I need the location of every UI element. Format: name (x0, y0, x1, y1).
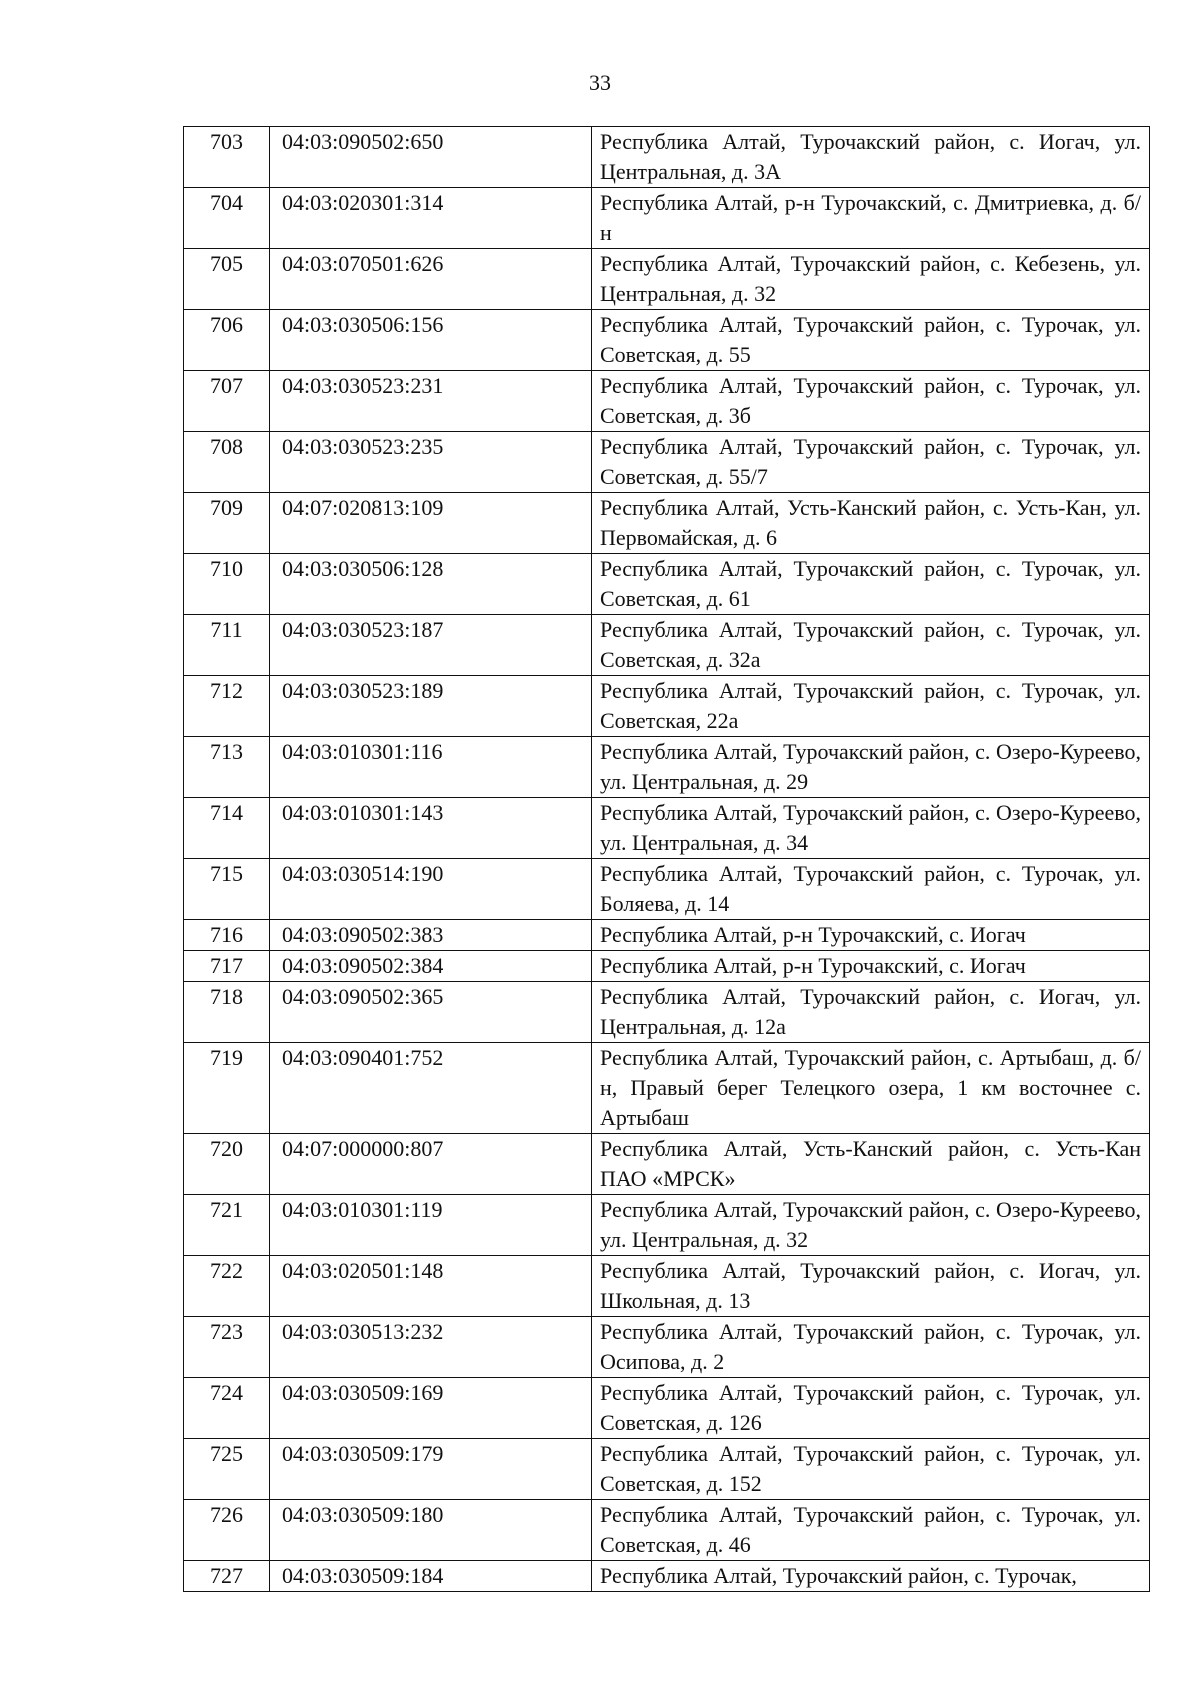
page-number: 33 (589, 70, 611, 95)
row-number: 723 (184, 1317, 270, 1378)
address: Республика Алтай, р-н Турочакский, с. Иогач (592, 920, 1150, 951)
row-number: 727 (184, 1561, 270, 1592)
table-row (184, 951, 1150, 982)
address: Республика Алтай, Турочакский район, с. Турочак, ул. Советская, д. 61 (592, 554, 1150, 615)
cadastral-number: 04:03:010301:143 (270, 798, 592, 859)
cadastral-number: 04:03:030514:190 (270, 859, 592, 920)
address: Республика Алтай, Турочакский район, с. Турочак, ул. Советская, д. 126 (592, 1378, 1150, 1439)
cadastral-number: 04:03:070501:626 (270, 249, 592, 310)
row-number: 713 (184, 737, 270, 798)
cadastral-number: 04:03:030513:232 (270, 1317, 592, 1378)
address: Республика Алтай, Турочакский район, с. Турочак, ул. Боляева, д. 14 (592, 859, 1150, 920)
row-number: 718 (184, 982, 270, 1043)
table-row (184, 798, 1150, 859)
cadastral-number: 04:03:090401:752 (270, 1043, 592, 1134)
row-number: 715 (184, 859, 270, 920)
parcel-table (183, 126, 1150, 1592)
table-row (184, 1043, 1150, 1134)
row-number: 707 (184, 371, 270, 432)
table-row (184, 982, 1150, 1043)
row-number: 722 (184, 1256, 270, 1317)
table-row (184, 1256, 1150, 1317)
table-row (184, 493, 1150, 554)
table-row (184, 1317, 1150, 1378)
row-number: 712 (184, 676, 270, 737)
table-row (184, 371, 1150, 432)
address: Республика Алтай, Турочакский район, с. Турочак, ул. Советская, д. 32а (592, 615, 1150, 676)
table-row (184, 615, 1150, 676)
table-row (184, 676, 1150, 737)
address: Республика Алтай, Турочакский район, с. Турочак, ул. Советская, д. 46 (592, 1500, 1150, 1561)
address: Республика Алтай, Турочакский район, с. Иогач, ул. Школьная, д. 13 (592, 1256, 1150, 1317)
row-number: 711 (184, 615, 270, 676)
address: Республика Алтай, р-н Турочакский, с. Дмитриевка, д. б/н (592, 188, 1150, 249)
cadastral-number: 04:03:030509:169 (270, 1378, 592, 1439)
cadastral-number: 04:03:020301:314 (270, 188, 592, 249)
address: Республика Алтай, Турочакский район, с. Озеро-Куреево, ул. Центральная, д. 34 (592, 798, 1150, 859)
cadastral-number: 04:03:030509:179 (270, 1439, 592, 1500)
address: Республика Алтай, Турочакский район, с. Турочак, ул. Советская, д. 55 (592, 310, 1150, 371)
cadastral-number: 04:03:030506:128 (270, 554, 592, 615)
cadastral-number: 04:03:090502:383 (270, 920, 592, 951)
row-number: 704 (184, 188, 270, 249)
table-row (184, 920, 1150, 951)
address: Республика Алтай, Турочакский район, с. Турочак, ул. Советская, д. 152 (592, 1439, 1150, 1500)
cadastral-number: 04:03:030509:184 (270, 1561, 592, 1592)
cadastral-number: 04:03:090502:384 (270, 951, 592, 982)
table-row (184, 310, 1150, 371)
address: Республика Алтай, Турочакский район, с. Турочак, (592, 1561, 1150, 1592)
table-row (184, 859, 1150, 920)
row-number: 720 (184, 1134, 270, 1195)
cadastral-number: 04:03:030509:180 (270, 1500, 592, 1561)
address: Республика Алтай, Турочакский район, с. Иогач, ул. Центральная, д. 12а (592, 982, 1150, 1043)
cadastral-number: 04:03:030523:187 (270, 615, 592, 676)
cadastral-number: 04:03:010301:119 (270, 1195, 592, 1256)
cadastral-number: 04:03:090502:365 (270, 982, 592, 1043)
cadastral-number: 04:07:020813:109 (270, 493, 592, 554)
cadastral-number: 04:07:000000:807 (270, 1134, 592, 1195)
table-row (184, 1195, 1150, 1256)
row-number: 710 (184, 554, 270, 615)
row-number: 705 (184, 249, 270, 310)
cadastral-number: 04:03:030523:189 (270, 676, 592, 737)
row-number: 714 (184, 798, 270, 859)
row-number: 724 (184, 1378, 270, 1439)
cadastral-number: 04:03:010301:116 (270, 737, 592, 798)
row-number: 706 (184, 310, 270, 371)
address: Республика Алтай, Усть-Канский район, с. Усть-Кан ПАО «МРСК» (592, 1134, 1150, 1195)
address: Республика Алтай, Турочакский район, с. Турочак, ул. Советская, д. 55/7 (592, 432, 1150, 493)
table-row (184, 1378, 1150, 1439)
row-number: 716 (184, 920, 270, 951)
table-row (184, 188, 1150, 249)
address: Республика Алтай, Турочакский район, с. Турочак, ул. Осипова, д. 2 (592, 1317, 1150, 1378)
row-number: 717 (184, 951, 270, 982)
row-number: 709 (184, 493, 270, 554)
cadastral-number: 04:03:030523:231 (270, 371, 592, 432)
address: Республика Алтай, Турочакский район, с. Озеро-Куреево, ул. Центральная, д. 29 (592, 737, 1150, 798)
table-row (184, 127, 1150, 188)
address: Республика Алтай, р-н Турочакский, с. Иогач (592, 951, 1150, 982)
row-number: 725 (184, 1439, 270, 1500)
table-row (184, 432, 1150, 493)
table-row (184, 737, 1150, 798)
table-row (184, 1561, 1150, 1592)
row-number: 719 (184, 1043, 270, 1134)
table-row (184, 249, 1150, 310)
row-number: 703 (184, 127, 270, 188)
address: Республика Алтай, Турочакский район, с. Турочак, ул. Советская, д. 3б (592, 371, 1150, 432)
cadastral-number: 04:03:090502:650 (270, 127, 592, 188)
address: Республика Алтай, Турочакский район, с. Озеро-Куреево, ул. Центральная, д. 32 (592, 1195, 1150, 1256)
cadastral-number: 04:03:020501:148 (270, 1256, 592, 1317)
address: Республика Алтай, Усть-Канский район, с. Усть-Кан, ул. Первомайская, д. 6 (592, 493, 1150, 554)
row-number: 721 (184, 1195, 270, 1256)
parcel-table-body (184, 127, 1150, 1592)
address: Республика Алтай, Турочакский район, с. Иогач, ул. Центральная, д. 3А (592, 127, 1150, 188)
address: Республика Алтай, Турочакский район, с. Турочак, ул. Советская, 22а (592, 676, 1150, 737)
row-number: 708 (184, 432, 270, 493)
address: Республика Алтай, Турочакский район, с. Артыбаш, д. б/н, Правый берег Телецкого озера, 1 км восточнее с. Артыбаш (592, 1043, 1150, 1134)
table-row (184, 1439, 1150, 1500)
row-number: 726 (184, 1500, 270, 1561)
table-row (184, 554, 1150, 615)
cadastral-number: 04:03:030506:156 (270, 310, 592, 371)
table-row (184, 1134, 1150, 1195)
address: Республика Алтай, Турочакский район, с. Кебезень, ул. Центральная, д. 32 (592, 249, 1150, 310)
cadastral-number: 04:03:030523:235 (270, 432, 592, 493)
table-row (184, 1500, 1150, 1561)
